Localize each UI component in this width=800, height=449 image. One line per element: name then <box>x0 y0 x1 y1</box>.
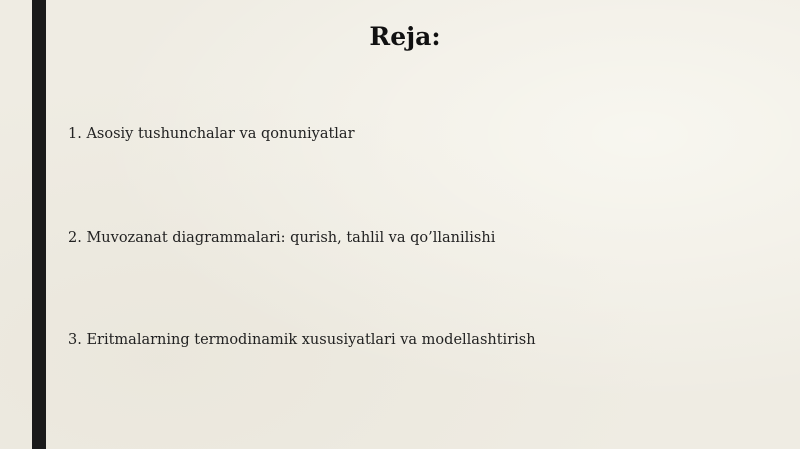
plan-item-2: 2. Muvozanat diagrammalari: qurish, tahlil va qo’llanilishi <box>68 230 496 246</box>
left-accent-bar <box>32 0 46 449</box>
plan-item-3: 3. Eritmalarning termodinamik xususiyatlari va modellashtirish <box>68 332 536 348</box>
slide-title: Reja: <box>369 22 441 51</box>
plan-item-1: 1. Asosiy tushunchalar va qonuniyatlar <box>68 126 355 142</box>
